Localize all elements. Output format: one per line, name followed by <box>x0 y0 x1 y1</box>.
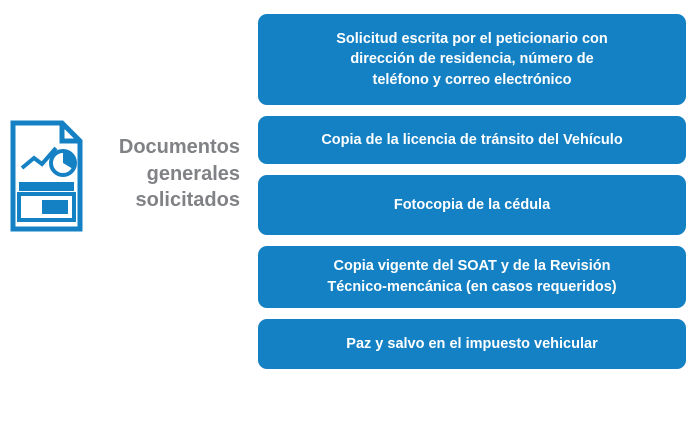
list-item-line: teléfono y correo electrónico <box>372 71 572 88</box>
page-title <box>86 134 250 214</box>
list-item <box>258 14 686 105</box>
list-item-line: Fotocopia de la cédula <box>393 196 551 213</box>
list-item-line: Solicitud escrita por el peticionario con <box>336 30 608 47</box>
list-item <box>258 246 686 308</box>
list-item <box>258 116 686 164</box>
list-item-text <box>346 334 597 355</box>
document-chart-icon <box>10 120 86 232</box>
list-item-line: Técnico-mencánica (en casos requeridos) <box>327 279 617 295</box>
list-item-text <box>327 256 616 297</box>
list-item-line: Copia vigente del SOAT y de la Revisión <box>333 258 611 275</box>
requirements-list <box>258 14 686 380</box>
diagram-left-block <box>0 118 250 258</box>
list-item-line: Copia de la licencia de tránsito del Vehículo <box>321 131 623 148</box>
list-item-text <box>394 195 550 216</box>
list-item <box>258 175 686 235</box>
list-item-line: dirección de residencia, número de <box>350 51 594 68</box>
page-title-line-3: solicitados <box>135 189 240 212</box>
list-item-line: Paz y salvo en el impuesto vehicular <box>346 335 598 352</box>
list-item <box>258 319 686 369</box>
page-title-line-1: Documentos <box>118 136 240 158</box>
page-title-line-2: generales <box>146 162 240 185</box>
list-item-text <box>321 130 622 151</box>
list-item-text <box>336 29 608 91</box>
